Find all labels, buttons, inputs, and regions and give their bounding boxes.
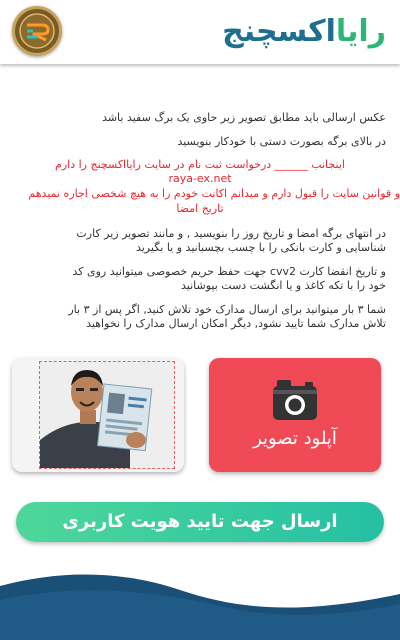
logo-text-exchange: اکسچنج [222, 14, 336, 49]
instruction-para5-line2: تلاش مدارک شما تایید نشود, دیگر امکان ارسال مدارک را نخواهید [86, 317, 386, 330]
instruction-para3-line2: شناسایی و کارت بانکی را با چسب بچسبانید و یا بگیرید [135, 241, 386, 254]
handwritten-text-line-1: اینجانب ______ درخواست ثبت نام در سایت رایااکسچنج را دارم [55, 158, 345, 171]
upload-image-button[interactable] [209, 358, 381, 472]
instruction-para4-line2: خود را با تکه کاغذ و یا انگشت دست بپوشانید [180, 279, 386, 292]
submit-verification-button[interactable]: ارسال جهت تایید هویت کاربری [16, 502, 384, 542]
raya-coin-logo-icon[interactable] [12, 6, 62, 56]
logo-text-raya: رایا [335, 14, 386, 49]
handwritten-signature-date: تاریخ امضا [176, 202, 224, 215]
sample-photo-frame [39, 361, 175, 469]
instructions-panel [0, 64, 400, 354]
instruction-para4-line1: و تاریخ انقضا کارت cvv2 جهت حفظ حریم خصوصی میتوانید روی کد [72, 265, 386, 278]
bottom-wave-decoration [0, 560, 400, 640]
instruction-para3-line1: در انتهای برگه امضا و تاریخ روز را بنویسید , و مانند تصویر زیر کارت [76, 227, 386, 240]
sample-id-photo [12, 358, 184, 472]
instruction-line-1: عکس ارسالی باید مطابق تصویر زیر حاوی یک برگ سفید باشد [102, 111, 386, 124]
instruction-para5-line1: شما ۳ بار میتوانید برای ارسال مدارک خود تلاش کنید, اگر پس از ۳ بار [68, 303, 386, 316]
app-header [0, 0, 400, 64]
handwritten-text-line-3: و قوانین سایت را قبول دارم و میدانم اکانت خودم را به هیچ شخصی اجاره نمیدهم [28, 187, 400, 200]
logo-text[interactable] [206, 10, 386, 54]
camera-icon [273, 380, 317, 420]
handwritten-text-url: raya-ex.net [168, 172, 232, 185]
instruction-line-2: در بالای برگه بصورت دستی با خودکار بنویسید [177, 135, 386, 148]
upload-image-label: آپلود تصویر [253, 428, 337, 449]
